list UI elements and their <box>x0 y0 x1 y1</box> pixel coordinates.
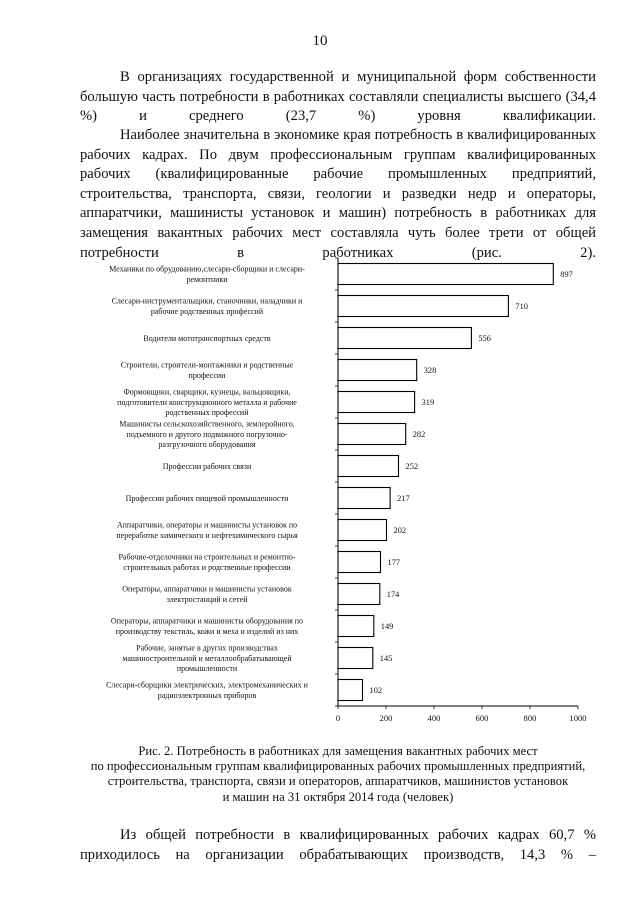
bar-8 <box>338 488 390 509</box>
value-label-7: 252 <box>405 462 419 471</box>
paragraph-intro-text: В организациях государственной и муниципальной форм собственности большую часть потребности в работниках составляли специалисты высшего (34,4 %) и среднего (23,7 %) уровня квалификации. <box>80 69 596 125</box>
category-label-12: Операторы, аппаратчики и машинисты оборудования по производству текстиль, кожи и меха и изделий из них <box>110 616 304 636</box>
value-label-2: 710 <box>515 302 528 311</box>
category-label-4: Строители, строители-монтажники и родственные профессии <box>120 360 294 380</box>
caption-line-4: и машин на 31 октября 2014 года (человек) <box>222 789 454 804</box>
paragraph-manufacturing <box>80 826 596 865</box>
bar-2 <box>338 296 508 317</box>
value-label-9: 202 <box>393 526 407 535</box>
x-tick-label-400: 400 <box>427 713 441 723</box>
x-tick-label-1000: 1000 <box>569 713 587 723</box>
caption-line-1: Рис. 2. Потребность в работниках для замещения вакантных рабочих мест <box>138 744 538 758</box>
value-label-12: 149 <box>380 622 394 631</box>
category-label-11: Операторы, аппаратчики и машинисты установок электростанций и сетей <box>122 584 292 604</box>
category-label-13: Рабочие, занятые в других производствах машиностроительной и металлообрабатывающей промышленности <box>122 643 292 673</box>
category-label-9: Аппаратчики, операторы и машинисты установок по переработке химического и нефтехимического сырья <box>116 520 298 540</box>
value-label-6: 282 <box>412 430 426 439</box>
bar-3 <box>338 328 471 349</box>
bar-6 <box>338 424 406 445</box>
value-label-5: 319 <box>421 398 435 407</box>
value-label-11: 174 <box>386 590 400 599</box>
category-label-7: Профессии рабочих связи <box>162 461 252 471</box>
paragraph-manufacturing-line-2: приходилось на организации обрабатывающих производств, 14,3 % – <box>80 846 596 863</box>
category-label-1: Механики по обрудованию,слесари-сборщики и слесари-ремонтники <box>109 264 305 284</box>
caption-line-2: по профессиональным группам квалифицированных рабочих промышленных предприятий, <box>90 759 586 774</box>
bar-11 <box>338 584 380 605</box>
category-label-3: Водители мототранспортных средств <box>143 333 271 343</box>
x-tick-label-200: 200 <box>379 713 393 723</box>
bar-10 <box>338 552 381 573</box>
caption-line-3: строительства, транспорта, связи и операторов, аппаратчиков, машинистов установок <box>107 774 569 789</box>
paragraph-workers-text: Наиболее значительна в экономике края потребность в квалифицированных рабочих кадрах. По двум профессиональным группам квалифицированных рабочих (квалифицированные рабочие промышленных предприятий, строительства, транспорта, связи, геологии и разведки недр и операторы, аппаратчики, машинисты установок и машин) потребность в работниках для замещения вакантных рабочих мест составляла чуть более трети от общей потребности в работниках (рис. 2). <box>80 127 596 261</box>
x-tick-label-0: 0 <box>335 713 341 723</box>
value-label-3: 556 <box>478 334 491 343</box>
bar-group <box>338 264 553 701</box>
bar-13 <box>338 648 373 669</box>
value-label-4: 328 <box>423 366 437 375</box>
bar-1 <box>338 264 553 285</box>
value-label-14: 102 <box>369 686 383 695</box>
value-label-13: 145 <box>379 654 393 663</box>
bar-4 <box>338 360 417 381</box>
x-tick-label-800: 800 <box>523 713 537 723</box>
category-label-5: Формовщики, сварщики, кузнецы, вальцовщики, подготовители конструкционного металла и рабочие родственных профессий <box>117 387 297 417</box>
page-number: 10 <box>312 33 328 49</box>
bar-5 <box>338 392 415 413</box>
value-label-8: 217 <box>397 494 410 503</box>
paragraph-manufacturing-line-1: Из общей потребности в квалифицированных рабочих кадрах 60,7 % <box>120 827 596 843</box>
category-label-8: Профессии рабочих пищевой промышленности <box>125 493 289 503</box>
value-label-10: 177 <box>387 558 401 567</box>
paragraph-workers <box>80 126 596 263</box>
bar-12 <box>338 616 374 637</box>
category-label-2: Слесари-инструментальщики, станочники, наладчики и рабочие родственных профессий <box>111 296 303 316</box>
bar-7 <box>338 456 399 477</box>
category-label-6: Машинисты сельскохозяйственного, землеройного, подъемного и другого подвижного погрузочно-разгрузочного оборудования <box>119 419 295 449</box>
category-label-group <box>106 265 309 700</box>
category-label-10: Рабочие-отделочники на строительных и ремонтно-строительных работах и родственные профессии <box>118 552 296 572</box>
x-tick-label-600: 600 <box>475 713 489 723</box>
paragraph-intro <box>80 68 596 127</box>
bar-14 <box>338 680 363 701</box>
value-label-1: 897 <box>560 270 573 279</box>
bar-9 <box>338 520 387 541</box>
category-label-14: Слесари-сборщики электрических, электромеханических и радиоэлектронных приборов <box>106 680 308 700</box>
vacancy-bar-chart <box>80 255 596 725</box>
figure-caption <box>80 744 596 805</box>
